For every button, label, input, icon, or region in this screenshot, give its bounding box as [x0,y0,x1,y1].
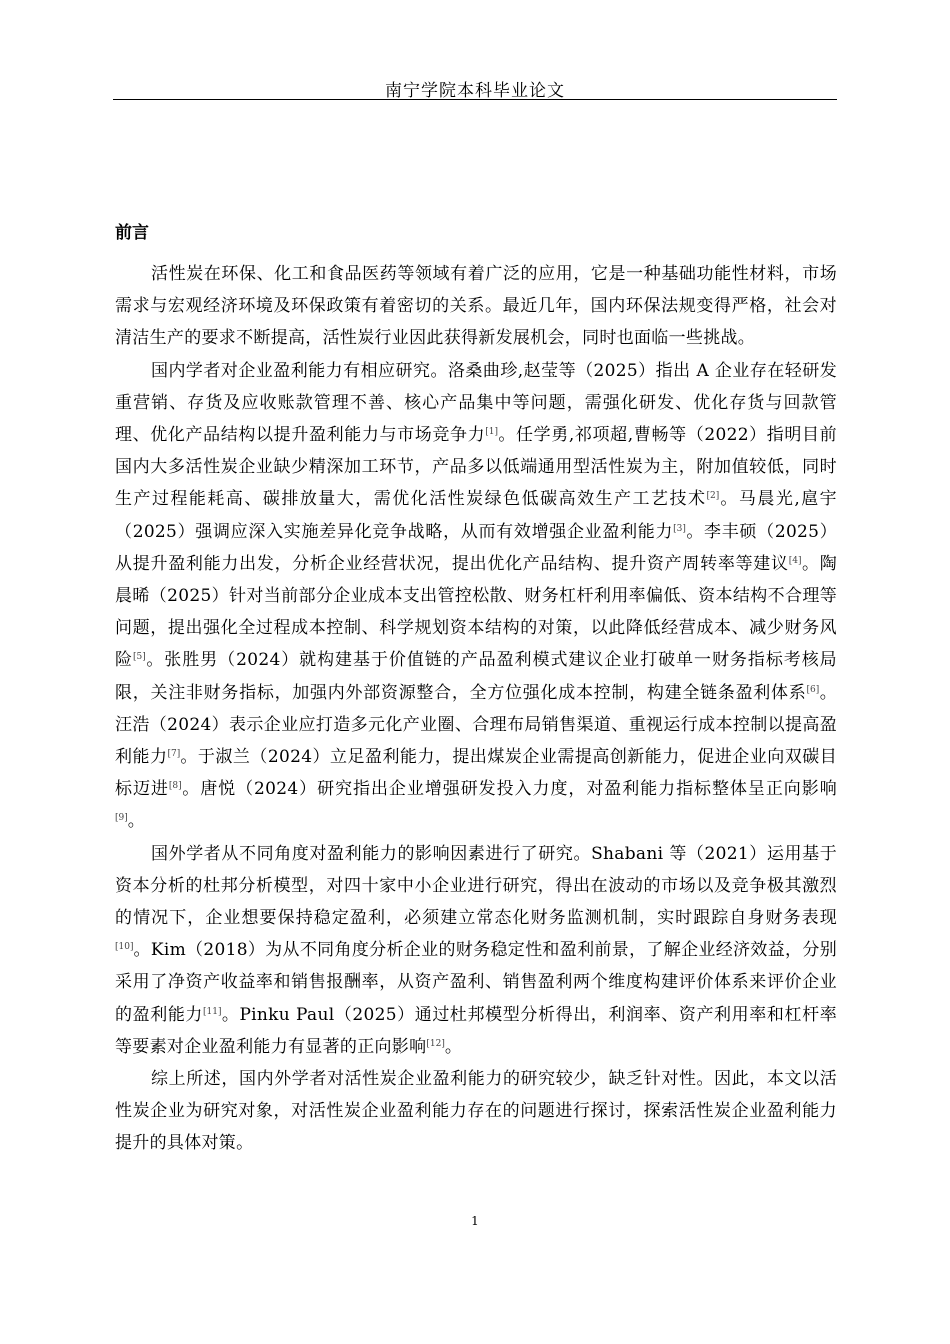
citation-marker: [6] [806,684,820,695]
paragraph-text: 。李丰硕（2025）从提升盈利能力出发，分析企业经营状况，提出优化产品结构、提升资产周转率等建议 [115,521,837,574]
paragraph-text: 。 [444,1036,463,1057]
citation-marker: [12] [426,1038,445,1049]
paragraph-text: 。Pinku Paul（2025）通过杜邦模型分析得出，利润率、资产利用率和杠杆率等要素对企业盈利能力有显著的正向影响 [115,1004,837,1057]
citation-marker: [8] [168,781,182,792]
paragraph-text: 。Kim（2018）为从不同角度分析企业的财务稳定性和盈利前景，了解企业经济效益，分别采用了净资产收益率和销售报酬率，从资产盈利、销售盈利两个维度构建评价体系来评价企业的盈利能力 [115,940,837,1025]
citation-marker: [2] [706,491,720,502]
paragraph-text: 。任学勇,祁项超,曹畅等（2022）指明目前国内大多活性炭企业缺少精深加工环节，产品多以低端通用型活性炭为主，附加值较低，同时生产过程能耗高、碳排放量大，需优化活性炭绿色低碳高效生产工艺技术 [115,425,837,510]
paragraph-text: 。于淑兰（2024）立足盈利能力，提出煤炭企业需提高创新能力，促进企业向双碳目标迈进 [115,747,837,800]
paragraph-text: 国内学者对企业盈利能力有相应研究。洛桑曲珍,赵莹等（2025）指出 A 企业存在轻研发重营销、存货及应收账款管理不善、核心产品集中等问题，需强化研发、优化存货与回款管理、优化产品结构以提升盈利能力与市场竞争力 [115,360,837,446]
citation-marker: [3] [673,523,686,534]
citation-marker: [11] [203,1006,222,1017]
paragraph [115,838,837,1063]
header-divider [113,99,837,100]
paragraph-text: 。 [127,811,146,832]
paragraph-text: 。汪浩（2024）表示企业应打造多元化产业圈、合理布局销售渠道、重视运行成本控制以提高盈利能力 [115,682,837,768]
citation-marker: [1] [485,427,499,438]
paragraph [115,258,837,355]
citation-marker: [10] [115,942,134,953]
paragraph-text: 综上所述，国内外学者对活性炭企业盈利能力的研究较少，缺乏针对性。因此，本文以活性炭企业为研究对象，对活性炭企业盈利能力存在的问题进行探讨，探索活性炭企业盈利能力提升的具体对策。 [115,1069,837,1154]
body-text [115,258,837,1160]
paragraph [115,1063,837,1160]
paragraph-text: 。唐悦（2024）研究指出企业增强研发投入力度，对盈利能力指标整体呈正向影响 [181,779,837,800]
citation-marker: [7] [167,749,181,760]
page-header-title: 南宁学院本科毕业论文 [385,81,565,101]
section-heading: 前言 [115,223,149,243]
paragraph-text: 。张胜男（2024）就构建基于价值链的产品盈利模式建议企业打破单一财务指标考核局限，关注非财务指标，加强内外部资源整合，全方位强化成本控制，构建全链条盈利体系 [115,650,837,703]
citation-marker: [4] [788,555,802,566]
citation-marker: [5] [132,652,146,663]
paragraph [115,355,837,838]
paragraph-text: 活性炭在环保、化工和食品医药等领域有着广泛的应用，它是一种基础功能性材料，市场需求与宏观经济环境及环保政策有着密切的关系。最近几年，国内环保法规变得严格，社会对清洁生产的要求不断提高，活性炭行业因此获得新发展机会，同时也面临一些挑战。 [115,264,837,349]
paragraph-text: 。陶晨晞（2025）针对当前部分企业成本支出管控松散、财务杠杆利用率偏低、资本结构不合理等问题，提出强化全过程成本控制、科学规划资本结构的对策，以此降低经营成本、减少财务风险 [115,553,837,671]
citation-marker: [9] [115,813,128,824]
page-number: 1 [471,1214,479,1228]
paragraph-text: 。马晨光,扈宇（2025）强调应深入实施差异化竞争战略，从而有效增强企业盈利能力 [115,489,837,542]
paragraph-text: 国外学者从不同角度对盈利能力的影响因素进行了研究。Shabani 等（2021）运用基于资本分析的杜邦分析模型，对四十家中小企业进行研究，得出在波动的市场以及竞争极其激烈的情况下，企业想要保持稳定盈利，必须建立常态化财务监测机制，实时跟踪自身财务表现 [115,843,837,929]
